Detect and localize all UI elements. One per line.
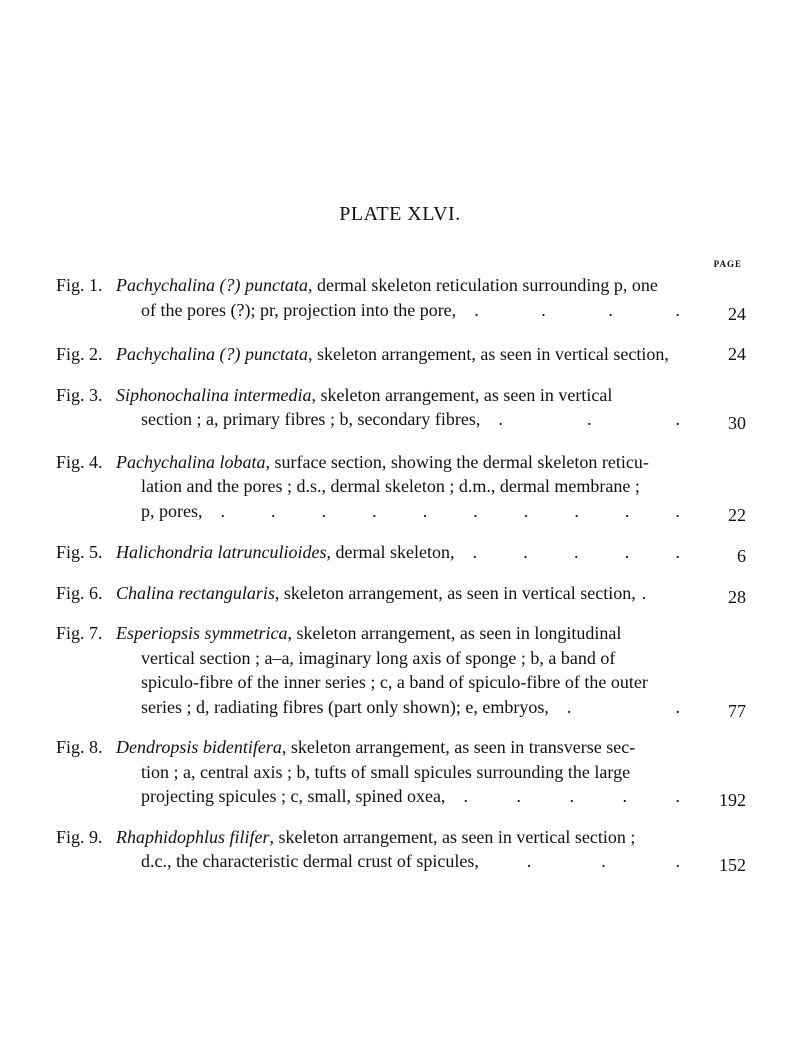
- page-column-header: PAGE: [713, 259, 742, 269]
- plate-title: PLATE XLVI.: [339, 203, 461, 225]
- page-number: 77: [728, 700, 746, 721]
- taxon-name: Pachychalina (?) punctata: [116, 275, 308, 295]
- figure-caption-cont: series ; d, radiating fibres (part only shown); e, embryos,: [141, 696, 549, 717]
- page-number: 24: [728, 344, 746, 364]
- figure-label: Fig. 8.: [56, 737, 103, 757]
- taxon-name: Siphonochalina intermedia: [116, 384, 312, 405]
- figure-caption-cont: lation and the pores ; d.s., dermal skeleton ; d.m., dermal membrane ;: [141, 476, 640, 496]
- dot-leaders: . . . . .: [463, 786, 680, 806]
- figure-entry-1: [56, 273, 746, 322]
- figure-list: [56, 273, 746, 874]
- figure-label: Fig. 1.: [56, 275, 103, 295]
- figure-entry-5: [56, 540, 746, 565]
- figure-caption-line: [116, 581, 636, 606]
- page-number: 152: [719, 855, 746, 875]
- figure-label: Fig. 7.: [56, 623, 103, 643]
- taxon-name: Halichondria latrunculioides: [116, 542, 327, 562]
- figure-caption-cont: p, pores,: [141, 500, 203, 521]
- taxon-name: Dendropsis bidentifera: [116, 737, 282, 757]
- figure-caption: , surface section, showing the dermal skeleton reticu-: [265, 451, 649, 472]
- dot-leaders: . . .: [498, 409, 680, 429]
- dot-leaders: . . . . . . . . . .: [220, 500, 680, 521]
- dot-leaders: . . . . .: [472, 542, 680, 562]
- figure-caption-cont: of the pores (?); pr, projection into the pore,: [141, 299, 457, 320]
- figure-caption-cont: tion ; a, central axis ; b, tufts of small spicules surrounding the large: [141, 761, 631, 782]
- figure-caption-cont: section ; a, primary fibres ; b, secondary fibres,: [141, 409, 481, 429]
- figure-entry-2: [56, 342, 746, 367]
- page-number: 24: [728, 303, 746, 324]
- dot-leaders: . . .: [526, 851, 680, 871]
- figure-caption: , skeleton arrangement, as seen in vertical section,: [307, 344, 669, 364]
- page-number: 30: [728, 413, 746, 433]
- dot-leaders: .: [641, 582, 647, 603]
- figure-label: Fig. 4.: [56, 451, 103, 472]
- figure-caption: , skeleton arrangement, as seen in vertical section,: [274, 582, 636, 603]
- page-number: 28: [728, 586, 746, 607]
- figure-label: Fig. 2.: [56, 344, 103, 364]
- figure-entry-3: [56, 383, 746, 432]
- page-number: 192: [719, 790, 746, 810]
- figure-caption: , dermal skeleton,: [326, 542, 455, 562]
- figure-entry-6: [56, 581, 746, 606]
- dot-leaders: . .: [566, 696, 680, 717]
- taxon-name: Pachychalina lobata: [116, 451, 266, 472]
- figure-caption: , skeleton arrangement, as seen in transverse sec-: [281, 737, 636, 757]
- figure-label: Fig. 6.: [56, 582, 103, 603]
- figure-caption-cont: projecting spicules ; c, small, spined oxea,: [141, 786, 446, 806]
- page-number: 6: [737, 546, 746, 566]
- figure-entry-9: [56, 825, 746, 874]
- figure-caption: , dermal skeleton reticulation surrounding p, one: [307, 275, 658, 295]
- figure-label: Fig. 3.: [56, 384, 103, 405]
- figure-entry-4: [56, 450, 746, 524]
- taxon-name: Rhaphidophlus filifer: [116, 826, 270, 847]
- figure-caption-cont: d.c., the characteristic dermal crust of spicules,: [141, 851, 479, 871]
- dot-leaders: . . . .: [474, 299, 680, 320]
- figure-caption: , skeleton arrangement, as seen in longitudinal: [287, 623, 622, 643]
- figure-entry-7: [56, 621, 746, 719]
- figure-caption-cont: vertical section ; a–a, imaginary long axis of sponge ; b, a band of: [141, 647, 616, 668]
- figure-entry-8: [56, 735, 746, 809]
- figure-caption-line: [116, 540, 454, 565]
- figure-label: Fig. 5.: [56, 542, 103, 562]
- page-number: 22: [728, 504, 746, 525]
- figure-caption: , skeleton arrangement, as seen in vertical: [311, 384, 613, 405]
- taxon-name: Esperiopsis symmetrica: [116, 623, 288, 643]
- figure-caption-cont: spiculo-fibre of the inner series ; c, a band of spiculo-fibre of the outer: [141, 672, 648, 692]
- figure-label: Fig. 9.: [56, 826, 103, 847]
- figure-caption: , skeleton arrangement, as seen in vertical section ;: [269, 826, 636, 847]
- taxon-name: Chalina rectangularis: [116, 582, 275, 603]
- taxon-name: Pachychalina (?) punctata: [116, 344, 308, 364]
